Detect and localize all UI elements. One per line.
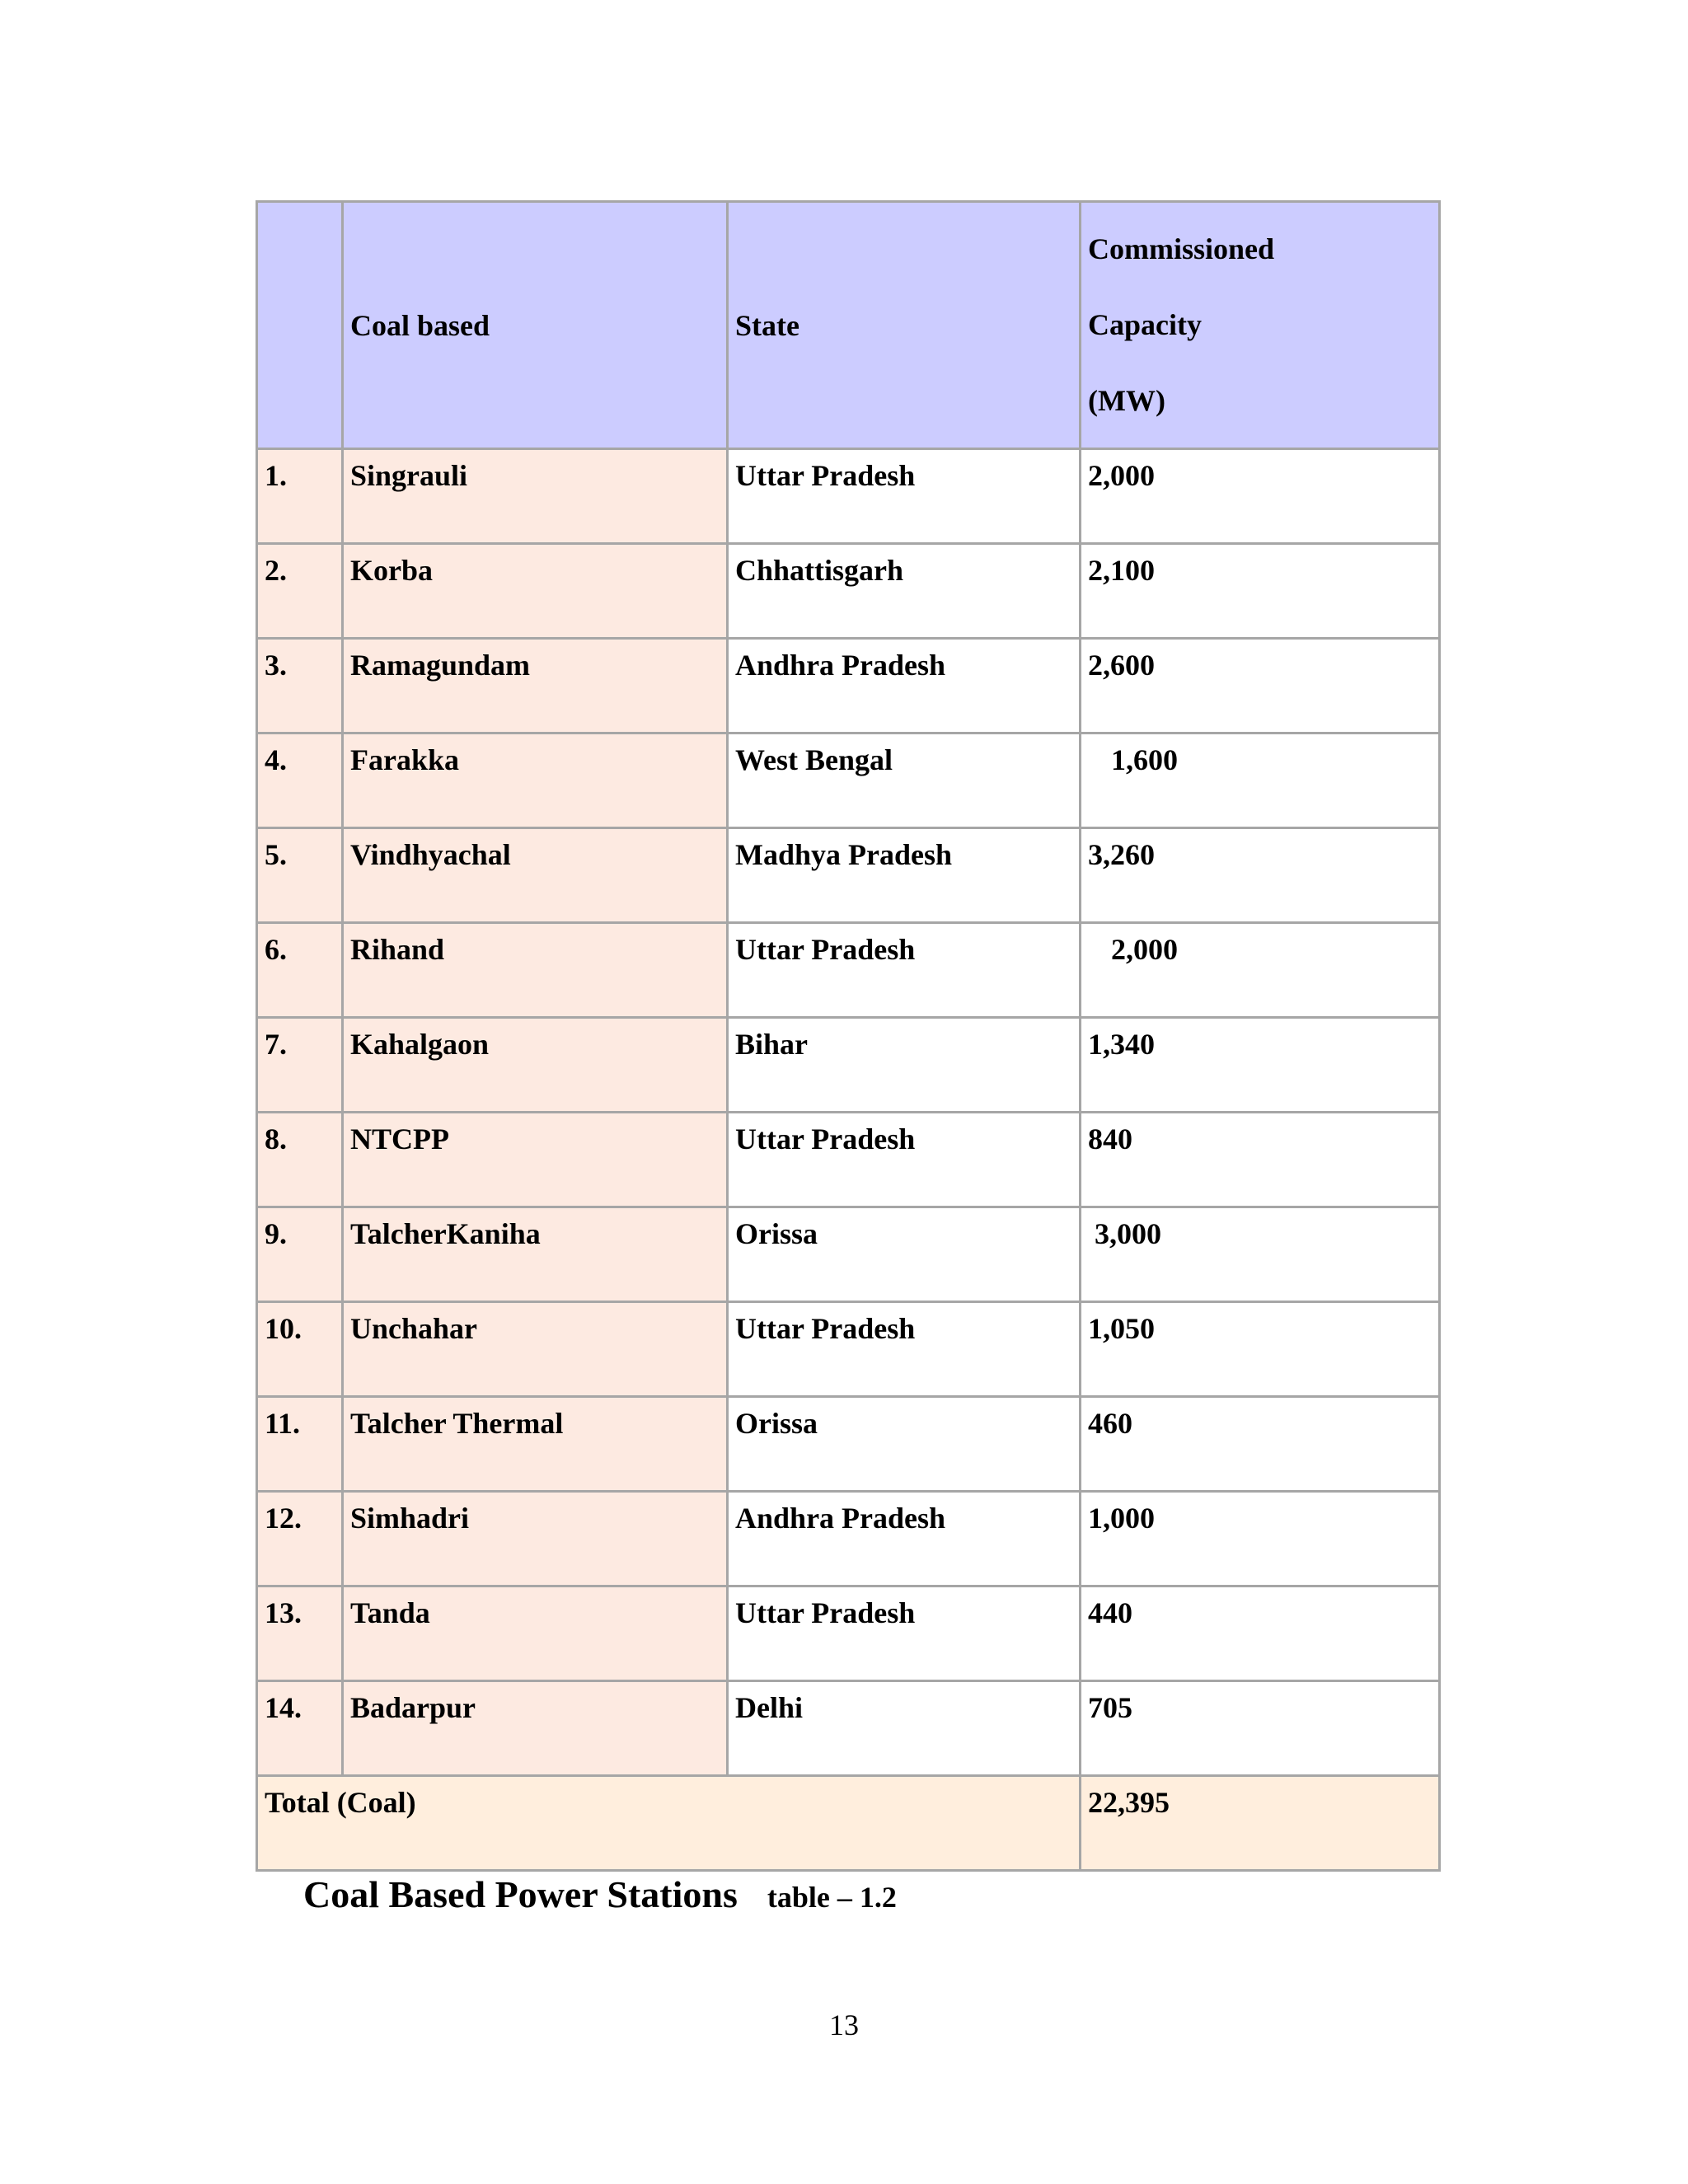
station-capacity: 1,050 bbox=[1081, 1303, 1438, 1398]
total-label: Total (Coal) bbox=[258, 1777, 1081, 1869]
station-capacity: 2,600 bbox=[1081, 640, 1438, 734]
table-row bbox=[258, 1303, 1438, 1398]
station-name: Unchahar bbox=[344, 1303, 729, 1398]
table-row bbox=[258, 1587, 1438, 1682]
station-name: Tanda bbox=[344, 1587, 729, 1682]
station-state: Uttar Pradesh bbox=[729, 1113, 1081, 1208]
station-state: Delhi bbox=[729, 1682, 1081, 1777]
table-row bbox=[258, 1113, 1438, 1208]
row-number: 1. bbox=[258, 450, 344, 545]
station-capacity: 3,260 bbox=[1081, 829, 1438, 924]
row-number: 14. bbox=[258, 1682, 344, 1777]
station-capacity: 460 bbox=[1081, 1398, 1438, 1493]
table-row bbox=[258, 924, 1438, 1019]
station-state: Andhra Pradesh bbox=[729, 1493, 1081, 1587]
table-row bbox=[258, 829, 1438, 924]
row-number: 9. bbox=[258, 1208, 344, 1303]
station-name: TalcherKaniha bbox=[344, 1208, 729, 1303]
table-row bbox=[258, 1208, 1438, 1303]
station-name: Ramagundam bbox=[344, 640, 729, 734]
station-capacity: 2,000 bbox=[1081, 924, 1438, 1019]
row-number: 2. bbox=[258, 545, 344, 640]
station-state: Andhra Pradesh bbox=[729, 640, 1081, 734]
station-name: Rihand bbox=[344, 924, 729, 1019]
station-name: NTCPP bbox=[344, 1113, 729, 1208]
station-state: Madhya Pradesh bbox=[729, 829, 1081, 924]
station-name: Talcher Thermal bbox=[344, 1398, 729, 1493]
station-capacity: 3,000 bbox=[1081, 1208, 1438, 1303]
station-state: Uttar Pradesh bbox=[729, 924, 1081, 1019]
header-capacity-line1: Commissioned bbox=[1088, 232, 1275, 265]
row-number: 3. bbox=[258, 640, 344, 734]
station-name: Simhadri bbox=[344, 1493, 729, 1587]
row-number: 7. bbox=[258, 1019, 344, 1113]
station-name: Korba bbox=[344, 545, 729, 640]
station-capacity: 705 bbox=[1081, 1682, 1438, 1777]
page-number: 13 bbox=[829, 2008, 859, 2041]
station-state: Uttar Pradesh bbox=[729, 450, 1081, 545]
station-capacity: 440 bbox=[1081, 1587, 1438, 1682]
row-number: 5. bbox=[258, 829, 344, 924]
station-name: Vindhyachal bbox=[344, 829, 729, 924]
table-header-row bbox=[258, 203, 1438, 450]
caption-title: Coal Based Power Stations bbox=[303, 1873, 738, 1915]
row-number: 4. bbox=[258, 734, 344, 829]
station-name: Kahalgaon bbox=[344, 1019, 729, 1113]
row-number: 8. bbox=[258, 1113, 344, 1208]
station-name: Badarpur bbox=[344, 1682, 729, 1777]
row-number: 11. bbox=[258, 1398, 344, 1493]
coal-power-stations-table bbox=[256, 200, 1441, 1872]
station-capacity: 1,600 bbox=[1081, 734, 1438, 829]
row-number: 6. bbox=[258, 924, 344, 1019]
station-capacity: 840 bbox=[1081, 1113, 1438, 1208]
header-capacity-line3: (MW) bbox=[1088, 384, 1165, 417]
header-capacity bbox=[1081, 203, 1438, 450]
station-state: Uttar Pradesh bbox=[729, 1303, 1081, 1398]
table-row bbox=[258, 450, 1438, 545]
station-state: Orissa bbox=[729, 1398, 1081, 1493]
table-row bbox=[258, 1493, 1438, 1587]
station-capacity: 2,000 bbox=[1081, 450, 1438, 545]
station-name: Farakka bbox=[344, 734, 729, 829]
station-state: Orissa bbox=[729, 1208, 1081, 1303]
row-number: 10. bbox=[258, 1303, 344, 1398]
station-state: West Bengal bbox=[729, 734, 1081, 829]
total-capacity: 22,395 bbox=[1081, 1777, 1438, 1869]
caption-subtitle: table – 1.2 bbox=[767, 1881, 897, 1914]
row-number: 12. bbox=[258, 1493, 344, 1587]
table-row bbox=[258, 1398, 1438, 1493]
header-state: State bbox=[729, 203, 1081, 450]
header-number bbox=[258, 203, 344, 450]
station-state: Chhattisgarh bbox=[729, 545, 1081, 640]
station-capacity: 2,100 bbox=[1081, 545, 1438, 640]
header-capacity-line2: Capacity bbox=[1088, 308, 1202, 341]
station-capacity: 1,340 bbox=[1081, 1019, 1438, 1113]
station-name: Singrauli bbox=[344, 450, 729, 545]
station-capacity: 1,000 bbox=[1081, 1493, 1438, 1587]
row-number: 13. bbox=[258, 1587, 344, 1682]
table-row bbox=[258, 1682, 1438, 1777]
table-row bbox=[258, 734, 1438, 829]
station-state: Uttar Pradesh bbox=[729, 1587, 1081, 1682]
station-state: Bihar bbox=[729, 1019, 1081, 1113]
header-coal-based: Coal based bbox=[344, 203, 729, 450]
table-caption bbox=[303, 1872, 897, 1916]
table-row bbox=[258, 545, 1438, 640]
table-row bbox=[258, 640, 1438, 734]
table-total-row bbox=[258, 1777, 1438, 1869]
table-row bbox=[258, 1019, 1438, 1113]
